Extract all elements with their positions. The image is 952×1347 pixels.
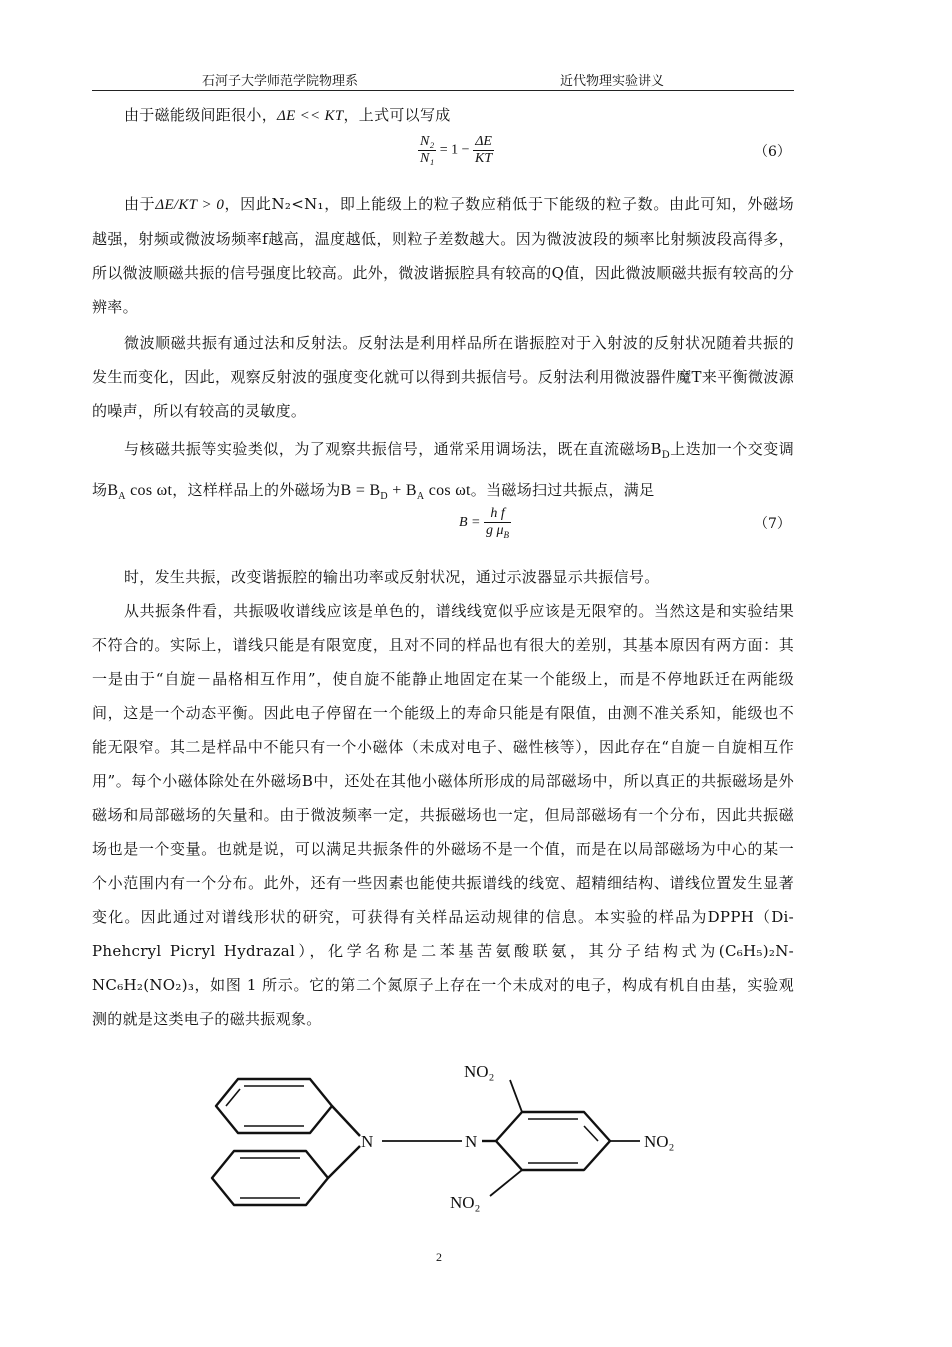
eq7-fraction [484, 506, 511, 540]
nitro-group-top: NO₂ [464, 1062, 495, 1081]
eq7-num: h f [484, 506, 511, 523]
equation-6-number: （6） [754, 144, 791, 160]
nitrogen-label-1: N [361, 1132, 374, 1151]
phenyl-ring-upper [216, 1079, 332, 1133]
picryl-ring [496, 1112, 610, 1170]
p4-text-d: 。当磁场扫过共振点，满足 [470, 481, 655, 499]
p4-sub-d: D [661, 450, 671, 461]
eq6-lhs-fraction [418, 134, 436, 167]
p2-text-b: ，因此N₂<N₁，即上能级上的粒子数应稍低于下能级的粒子数。由此可知，外磁场越强，射频或微波场频率f越高，温度越低，则粒子差数越大。因为微波波段的频率比射频波段高得多，所以微波顺磁共振的信号强度比较高。此外，微波谐振腔具有较高的Q值，因此微波顺磁共振有较高的分辨率。 [92, 195, 794, 316]
eq7-den [484, 523, 511, 540]
p4-text-b: 上迭加一个交变调场 [92, 440, 794, 499]
p4-text-a: 与核磁共振等实验类似，为了观察共振信号，通常采用调场法，既在直流磁场B [124, 440, 662, 458]
eq6-lhs-den: N₁ [420, 151, 435, 166]
phenyl-ring-lower [212, 1151, 328, 1205]
nitrogen-label-2: N [465, 1132, 478, 1151]
page-number: 2 [436, 1250, 442, 1264]
eq6-rhs-num: ΔE [473, 134, 494, 151]
p4-sub-a: A [118, 491, 126, 502]
eq6-lhs-num: N₂ [420, 134, 435, 149]
p4-cos2: cos ωt [424, 482, 471, 499]
p4-formula-sub-d: D [380, 491, 388, 502]
p1-math: ΔE << KT [277, 108, 344, 124]
eq7-lhs: B = [459, 514, 481, 530]
equation-7-number: （7） [754, 516, 791, 532]
equation-7 [459, 506, 511, 540]
equation-6 [418, 134, 494, 167]
page-header [92, 68, 794, 91]
p4-plus: + B [387, 482, 417, 499]
p1-text-a: 由于磁能级间距很小， [124, 106, 278, 124]
p2-text-a: 由于 [124, 195, 156, 213]
p1-text-b: ，上式可以写成 [343, 106, 451, 124]
p4-text-c: ，这样样品上的外磁场为 [172, 481, 341, 499]
paragraph-4 [92, 432, 794, 514]
paragraph-3: 微波顺磁共振有通过法和反射法。反射法是利用样品所在谐振腔对于入射波的反射状况随着共振的发生而变化，因此，观察反射波的强度变化就可以得到共振信号。反射法利用微波器件魔T来平衡微波源的噪声，所以有较高的灵敏度。 [92, 334, 794, 420]
p4-cos1: cos ωt [125, 482, 173, 499]
dpph-structure-figure [200, 1060, 720, 1220]
eq7-den-sub: B [503, 529, 510, 540]
nitro-group-right: NO₂ [644, 1132, 675, 1151]
p4-ba: B [107, 482, 119, 499]
paragraph-6: 从共振条件看，共振吸收谱线应该是单色的，谱线线宽似乎应该是无限窄的。当然这是和实验结果不符合的。实际上，谱线只能是有限宽度，且对不同的样品也有很大的差别，其基本原因有两方面：其一是由于“自旋－晶格相互作用”，使自旋不能静止地固定在某一个能级上，而是不停地跃迁在两能级间，这是一个动态平衡。因此电子停留在一个能级上的寿命只能是有限值，由测不准关系知，能级也不能无限窄。其二是样品中不能只有一个小磁体（未成对电子、磁性核等），因此存在“自旋－自旋相互作用”。每个小磁体除处在外磁场B中，还处在其他小磁体所形成的局部磁场中，所以真正的共振磁场是外磁场和局部磁场的矢量和。由于微波频率一定，共振磁场也一定，但局部磁场有一个分布，因此共振磁场也是一个变量。也就是说，可以满足共振条件的外磁场不是一个值，而是在以局部磁场为中心的某一个小范围内有一个分布。此外，还有一些因素也能使共振谱线的线宽、超精细结构、谱线位置发生显著变化。因此通过对谱线形状的研究，可获得有关样品运动规律的信息。本实验的样品为DPPH（Di-Phehcryl Picryl Hydrazal），化学名称是二苯基苦氨酸联氨，其分子结构式为(C₆H₅)₂N-NC₆H₂(NO₂)₃，如图 1 所示。它的第二个氮原子上存在一个未成对的电子，构成有机自由基，实验观测的就是这类电子的磁共振观象。 [92, 602, 794, 1028]
eq6-middle: = 1 − [439, 142, 470, 158]
paragraph-1 [92, 98, 794, 133]
p4-formula-sub-a: A [416, 491, 425, 502]
p4-formula-b: B = B [340, 482, 381, 499]
header-right: 近代物理实验讲义 [560, 74, 665, 89]
paragraph-2 [92, 187, 794, 324]
p2-math: ΔE/KT > 0 [155, 197, 225, 213]
eq7-den-main: g μ [486, 523, 504, 538]
paragraph-5: 时，发生共振，改变谐振腔的输出功率或反射状况，通过示波器显示共振信号。 [124, 568, 660, 586]
eq6-rhs-fraction [473, 134, 494, 167]
header-left: 石河子大学师范学院物理系 [202, 74, 359, 89]
eq6-rhs-den: KT [475, 151, 493, 166]
nitro-group-bottom: NO₂ [450, 1193, 481, 1212]
